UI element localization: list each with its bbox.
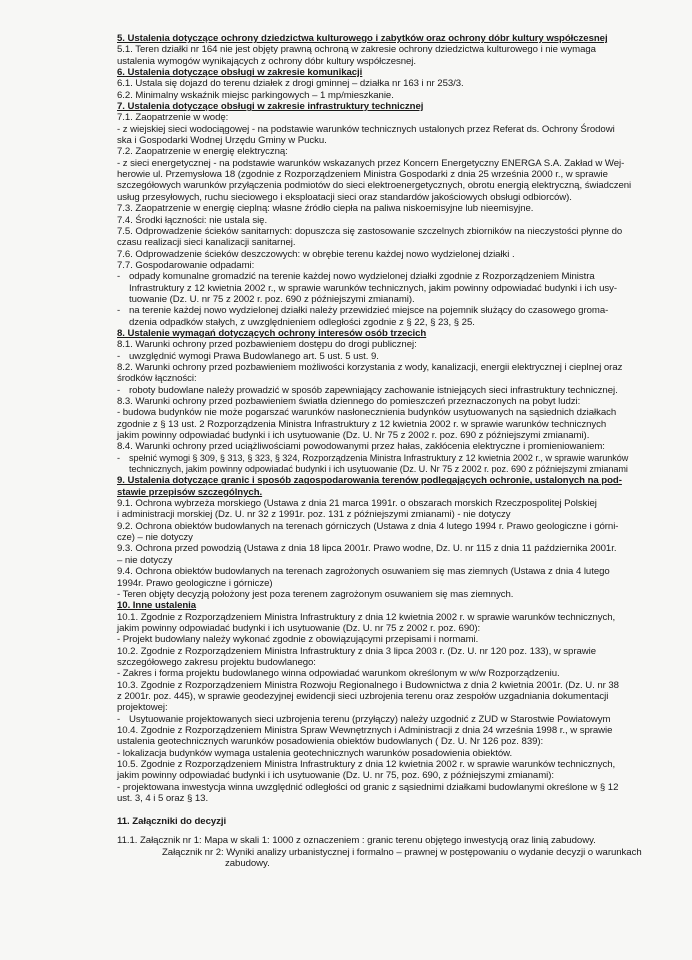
text-line	[117, 555, 692, 566]
text-line	[117, 90, 692, 101]
line-text: 6.1. Ustala się dojazd do terenu działek z drogi gminnej – działka nr 163 i nr 253/3.	[117, 78, 464, 90]
section-heading	[117, 101, 692, 112]
line-text: 7.4. Środki łączności: nie ustala się.	[117, 214, 268, 226]
line-text: ska i Gospodarki Wodnej Urzędu Gminy w Pucku.	[117, 135, 327, 147]
bullet-line	[117, 453, 692, 464]
line-text: 10.1. Zgodnie z Rozporządzeniem Ministra Infrastruktury z dnia 12 kwietnia 2002 r. w sprawie warunków technicznych,	[117, 611, 616, 623]
line-text: Infrastruktury z 12 kwietnia 2002 r., w sprawie warunków technicznych, jakim powinny odpowiadać budynki i ich usy-	[129, 282, 618, 294]
text-line	[117, 748, 692, 759]
line-text: - Projekt budowlany należy wykonać zgodnie z obowiązującymi przepisami i normami.	[117, 634, 479, 646]
line-text: usług przesyłowych, ruchu sieciowego i eksploatacji sieci oraz standardów jakościowych obsługi odbiorców).	[117, 191, 572, 203]
line-text: cze) – nie dotyczy	[117, 532, 193, 544]
line-text: - Zakres i forma projektu budowlanego winna odpowiadać warunkom określonym w w/w Rozporządzeniu.	[117, 668, 560, 680]
text-line	[117, 112, 692, 123]
line-text: na terenie każdej nowo wydzielonej działki należy przewidzieć miejsce na pojemnik służący do czasowego groma-	[129, 305, 609, 317]
text-line	[117, 192, 692, 203]
line-text: jakim powinny odpowiadać budynki i ich usytuowanie (Dz. U. nr 75 z 2002 r. poz. 690):	[117, 622, 481, 634]
line-text: jakim powinny odpowiadać budynki i ich usytuowanie (Dz. U. Nr 75 z 2002 r. poz. 690 z późniejszymi zmianami).	[117, 430, 590, 442]
spacer	[117, 827, 692, 835]
text-line	[117, 668, 692, 679]
line-text: 7.5. Odprowadzenie ścieków sanitarnych: dopuszcza się zastosowanie szczelnych zbiorników na nieczystości płynne do	[117, 225, 623, 237]
text-line	[117, 543, 692, 554]
attachment-item-2-continuation: zabudowy.	[225, 857, 270, 869]
text-line	[117, 158, 692, 169]
bullet-line	[117, 464, 692, 475]
text-line	[117, 680, 692, 691]
line-text: środków łączności:	[117, 373, 197, 385]
line-text: 6. Ustalenia dotyczące obsługi w zakresie komunikacji	[117, 67, 363, 79]
text-line	[117, 180, 692, 191]
text-line	[117, 226, 692, 237]
text-line	[117, 124, 692, 135]
text-line	[117, 339, 692, 350]
bullet-line	[117, 305, 692, 316]
line-text: 8.2. Warunki ochrony przed pozbawieniem możliwości korzystania z wody, kanalizacji, energii elektrycznej i cieplnej oraz	[117, 361, 623, 373]
line-text: szczegółowego zakresu projektu budowlanego:	[117, 656, 316, 668]
bullet-dash: -	[117, 350, 121, 362]
text-line	[117, 725, 692, 736]
line-text: 9.4. Ochrona obiektów budowlanych na terenach zagrożonych osuwaniem się mas ziemnych (Ustawa z dnia 4 lutego	[117, 566, 610, 578]
line-text: herowie ul. Przemysłowa 18 (zgodnie z Rozporządzeniem Ministra Gospodarki z dnia 25 września 2000 r., w sprawie	[117, 169, 608, 181]
section-heading	[117, 487, 692, 498]
document-page	[117, 33, 692, 869]
line-text: 10. Inne ustalenia	[117, 600, 197, 612]
text-line	[117, 793, 692, 804]
text-line	[117, 260, 692, 271]
text-line	[117, 78, 692, 89]
section-heading	[117, 33, 692, 44]
line-text: 8.1. Warunki ochrony przed pozbawieniem dostępu do drogi publicznej:	[117, 339, 417, 351]
line-text: - budowa budynków nie może pogarszać warunków nasłonecznienia budynków usytuowanych na sąsiednich działkach	[117, 407, 617, 419]
line-text: - lokalizacja budynków wymaga ustalenia geotechnicznych warunków posadowienia obiektów.	[117, 747, 513, 759]
text-line	[117, 566, 692, 577]
text-line	[117, 612, 692, 623]
line-text: 7.6. Odprowadzenie ścieków deszczowych: w obrębie terenu każdej nowo wydzielonej działki .	[117, 248, 515, 260]
line-text: 5. Ustalenia dotyczące ochrony dziedzictwa kulturowego i zabytków oraz ochrony dóbr kultury współczesnej	[117, 33, 608, 44]
attachment-item-2: Załącznik nr 2: Wyniki analizy urbanistycznej i formalno – prawnej w postępowaniu o wydanie decyzji o warunkach	[162, 846, 642, 858]
line-text: 8.3. Warunki ochrony przed pozbawieniem światła dziennego do pomieszczeń przeznaczonych na pobyt ludzi:	[117, 396, 581, 407]
text-line	[117, 169, 692, 180]
attachment-item-1: 11.1. Załącznik nr 1: Mapa w skali 1: 1000 z oznaczeniem : granic terenu objętego inwestycją oraz linią zabudowy.	[117, 835, 596, 847]
text-line	[117, 249, 692, 260]
section-heading	[117, 328, 692, 339]
text-line	[117, 521, 692, 532]
line-text: - Teren objęty decyzją położony jest poza terenem zagrożonym osuwaniem się mas ziemnych.	[117, 588, 514, 600]
bullet-line	[117, 283, 692, 294]
line-text: 8. Ustalenie wymagań dotyczących ochrony interesów osób trzecich	[117, 327, 427, 339]
text-line	[117, 44, 692, 55]
text-line	[117, 657, 692, 668]
bullet-line	[117, 271, 692, 282]
line-text: 7.7. Gospodarowanie odpadami:	[117, 259, 255, 271]
bullet-line	[117, 294, 692, 305]
text-line	[117, 736, 692, 747]
bullet-line	[117, 385, 692, 396]
line-text: 8.4. Warunki ochrony przed uciążliwościami powodowanymi przez hałas, zakłócenia elektryczne i promieniowaniem:	[117, 441, 605, 453]
line-text: 7.1. Zaopatrzenie w wodę:	[117, 112, 229, 124]
line-text: 9.3. Ochrona przed powodzią (Ustawa z dnia 18 lipca 2001r. Prawo wodne, Dz. U. nr 115 z dnia 11 października 2001r.	[117, 543, 617, 555]
text-line	[117, 578, 692, 589]
text-line	[117, 589, 692, 600]
text-line	[117, 419, 692, 430]
section-heading	[117, 600, 692, 611]
line-text: 9.1. Ochrona wybrzeża morskiego (Ustawa z dnia 21 marca 1991r. o obszarach morskich Rzeczpospolitej Polskiej	[117, 498, 597, 510]
text-line	[117, 203, 692, 214]
bullet-dash: -	[117, 713, 121, 725]
text-line	[117, 509, 692, 520]
text-line	[117, 407, 692, 418]
text-line	[117, 396, 692, 407]
line-text: 9. Ustalenia dotyczące granic i sposób zagospodarowania terenów podlegających ochronie, ustalonych na pod-	[117, 475, 622, 487]
line-text: stawie przepisów szczególnych.	[117, 486, 263, 498]
line-text: zgodnie z § 13 ust. 2 Rozporządzenia Ministra Infrastruktury z 12 kwietnia 2002 r. w sprawie warunków technicznych	[117, 418, 607, 430]
line-text: ustalenia geotechnicznych warunków posadowienia obiektów budowlanych ( Dz. U. Nr 126 poz. 839):	[117, 736, 544, 748]
text-line	[117, 373, 692, 384]
line-text: szczegółowych warunków przyłączenia podmiotów do sieci elektroenergetycznych, obrotu energią elektryczną, świadczeni	[117, 180, 632, 192]
line-text: odpady komunalne gromadzić na terenie każdej nowo wydzielonej działki zgodnie z Rozporządzeniem Ministra	[129, 271, 595, 283]
text-line	[117, 634, 692, 645]
line-text: – nie dotyczy	[117, 554, 173, 566]
text-line	[117, 770, 692, 781]
line-text: ustalenia wymogów wynikających z ochrony dóbr kultury współczesnej.	[117, 55, 416, 67]
bullet-line	[117, 351, 692, 362]
line-text: 6.2. Minimalny wskaźnik miejsc parkingowych – 1 mp/mieszkanie.	[117, 89, 394, 101]
line-text: i administracji morskiej (Dz. U. nr 32 z 1991r. poz. 131 z późniejszymi zmianami) - nie dotyczy	[117, 509, 511, 521]
line-text: 9.2. Ochrona obiektów budowlanych na terenach górniczych (Ustawa z dnia 4 lutego 1994 r. Prawo geologiczne i górni-	[117, 520, 619, 532]
line-text: ust. 3, 4 i 5 oraz § 13.	[117, 793, 209, 805]
line-text: 7.3. Zaopatrzenie w energię cieplną: własne źródło ciepła na paliwa niskoemisyjne lub nieemisyjne.	[117, 203, 534, 215]
line-text: roboty budowlane należy prowadzić w sposób zapewniający zachowanie istniejących sieci infrastruktury technicznej.	[129, 384, 618, 396]
text-line	[117, 498, 692, 509]
line-text: projektowej:	[117, 702, 168, 714]
text-line	[117, 56, 692, 67]
text-line	[117, 430, 692, 441]
bullet-line	[117, 317, 692, 328]
line-text: jakim powinny odpowiadać budynki i ich usytuowanie (Dz. U. nr 75, poz. 690, z późniejszymi zmianami):	[117, 770, 554, 782]
section-heading	[117, 67, 692, 78]
line-text: - z wiejskiej sieci wodociągowej - na podstawie warunków technicznych ustalonych przez Referat ds. Ochrony Środowi	[117, 123, 615, 135]
line-text: dzenia odpadków stałych, z uwzględnieniem odległości zgodnie z § 22, § 23, § 25.	[129, 316, 475, 328]
text-line	[117, 532, 692, 543]
text-line	[117, 146, 692, 157]
document-body	[117, 33, 692, 804]
text-line	[117, 135, 692, 146]
line-text: 10.4. Zgodnie z Rozporządzeniem Ministra Spraw Wewnętrznych i Administracji z dnia 24 września 1998 r., w sprawie	[117, 724, 613, 736]
text-line	[117, 237, 692, 248]
bullet-dash: -	[117, 271, 121, 283]
text-line	[117, 702, 692, 713]
line-text: 10.2. Zgodnie z Rozporządzeniem Ministra Infrastruktury z dnia 3 lipca 2003 r. (Dz. U. nr 120 poz. 133), w sprawie	[117, 645, 597, 657]
line-text: z 2001r. poz. 445), w sprawie geodezyjnej ewidencji sieci uzbrojenia terenu oraz zespołów uzgadniania dokumentacji	[117, 690, 609, 702]
bullet-dash: -	[117, 452, 120, 463]
line-text: 5.1. Teren działki nr 164 nie jest objęty prawną ochroną w zakresie ochrony dziedzictwa kulturowego i nie wymaga	[117, 44, 596, 56]
text-line	[117, 215, 692, 226]
line-text: tuowanie (Dz. U. nr 75 z 2002 r. poz. 690 z późniejszymi zmianami).	[129, 293, 415, 305]
text-line	[117, 691, 692, 702]
text-line	[117, 441, 692, 452]
line-text: czasu realizacji sieci kanalizacji sanitarnej.	[117, 237, 296, 249]
spacer	[117, 804, 692, 816]
section-heading	[117, 475, 692, 486]
line-text: technicznych, jakim powinny odpowiadać budynki i ich usytuowanie (Dz. U. Nr 75 z 2002 r. poz. 690 z późniejszymi zmianami	[129, 464, 628, 475]
bullet-dash: -	[117, 305, 121, 317]
line-text: 1994r. Prawo geologiczne i górnicze)	[117, 577, 273, 589]
text-line	[117, 646, 692, 657]
line-text: 10.5. Zgodnie z Rozporządzeniem Ministra Infrastruktury z dnia 12 kwietnia 2002 r. w sprawie warunków technicznych,	[117, 759, 616, 770]
line-text: 10.3. Zgodnie z Rozporządzeniem Ministra Rozwoju Regionalnego i Budownictwa z dnia 2 kwietnia 2001r. (Dz. U. nr 38	[117, 679, 619, 691]
bullet-dash: -	[117, 384, 121, 396]
attachments-heading: 11. Załączniki do decyzji	[117, 815, 227, 827]
text-line	[117, 782, 692, 793]
text-line	[117, 362, 692, 373]
line-text: 7. Ustalenia dotyczące obsługi w zakresie infrastruktury technicznej	[117, 101, 424, 113]
text-line	[117, 623, 692, 634]
line-text: spełnić wymogi § 309, § 313, § 323, § 324, Rozporządzenia Ministra Infrastruktury z 12 kwietnia 2002 r., w sprawie warunków	[129, 452, 629, 463]
line-text: uwzględnić wymogi Prawa Budowlanego art. 5 ust. 5 ust. 9.	[129, 350, 379, 362]
line-text: 7.2. Zaopatrzenie w energię elektryczną:	[117, 146, 288, 158]
line-text: - projektowana inwestycja winna uwzględnić odległości od granic z sąsiednimi działkami budowlanymi określone w § 12	[117, 781, 619, 793]
bullet-line	[117, 714, 692, 725]
line-text: Usytuowanie projektowanych sieci uzbrojenia terenu (przyłączy) należy uzgodnić z ZUD w Starostwie Powiatowym	[129, 713, 611, 725]
text-line	[117, 759, 692, 770]
line-text: - z sieci energetycznej - na podstawie warunków wskazanych przez Koncern Energetyczny ENERGA S.A. Zakład w Wej-	[117, 157, 625, 169]
